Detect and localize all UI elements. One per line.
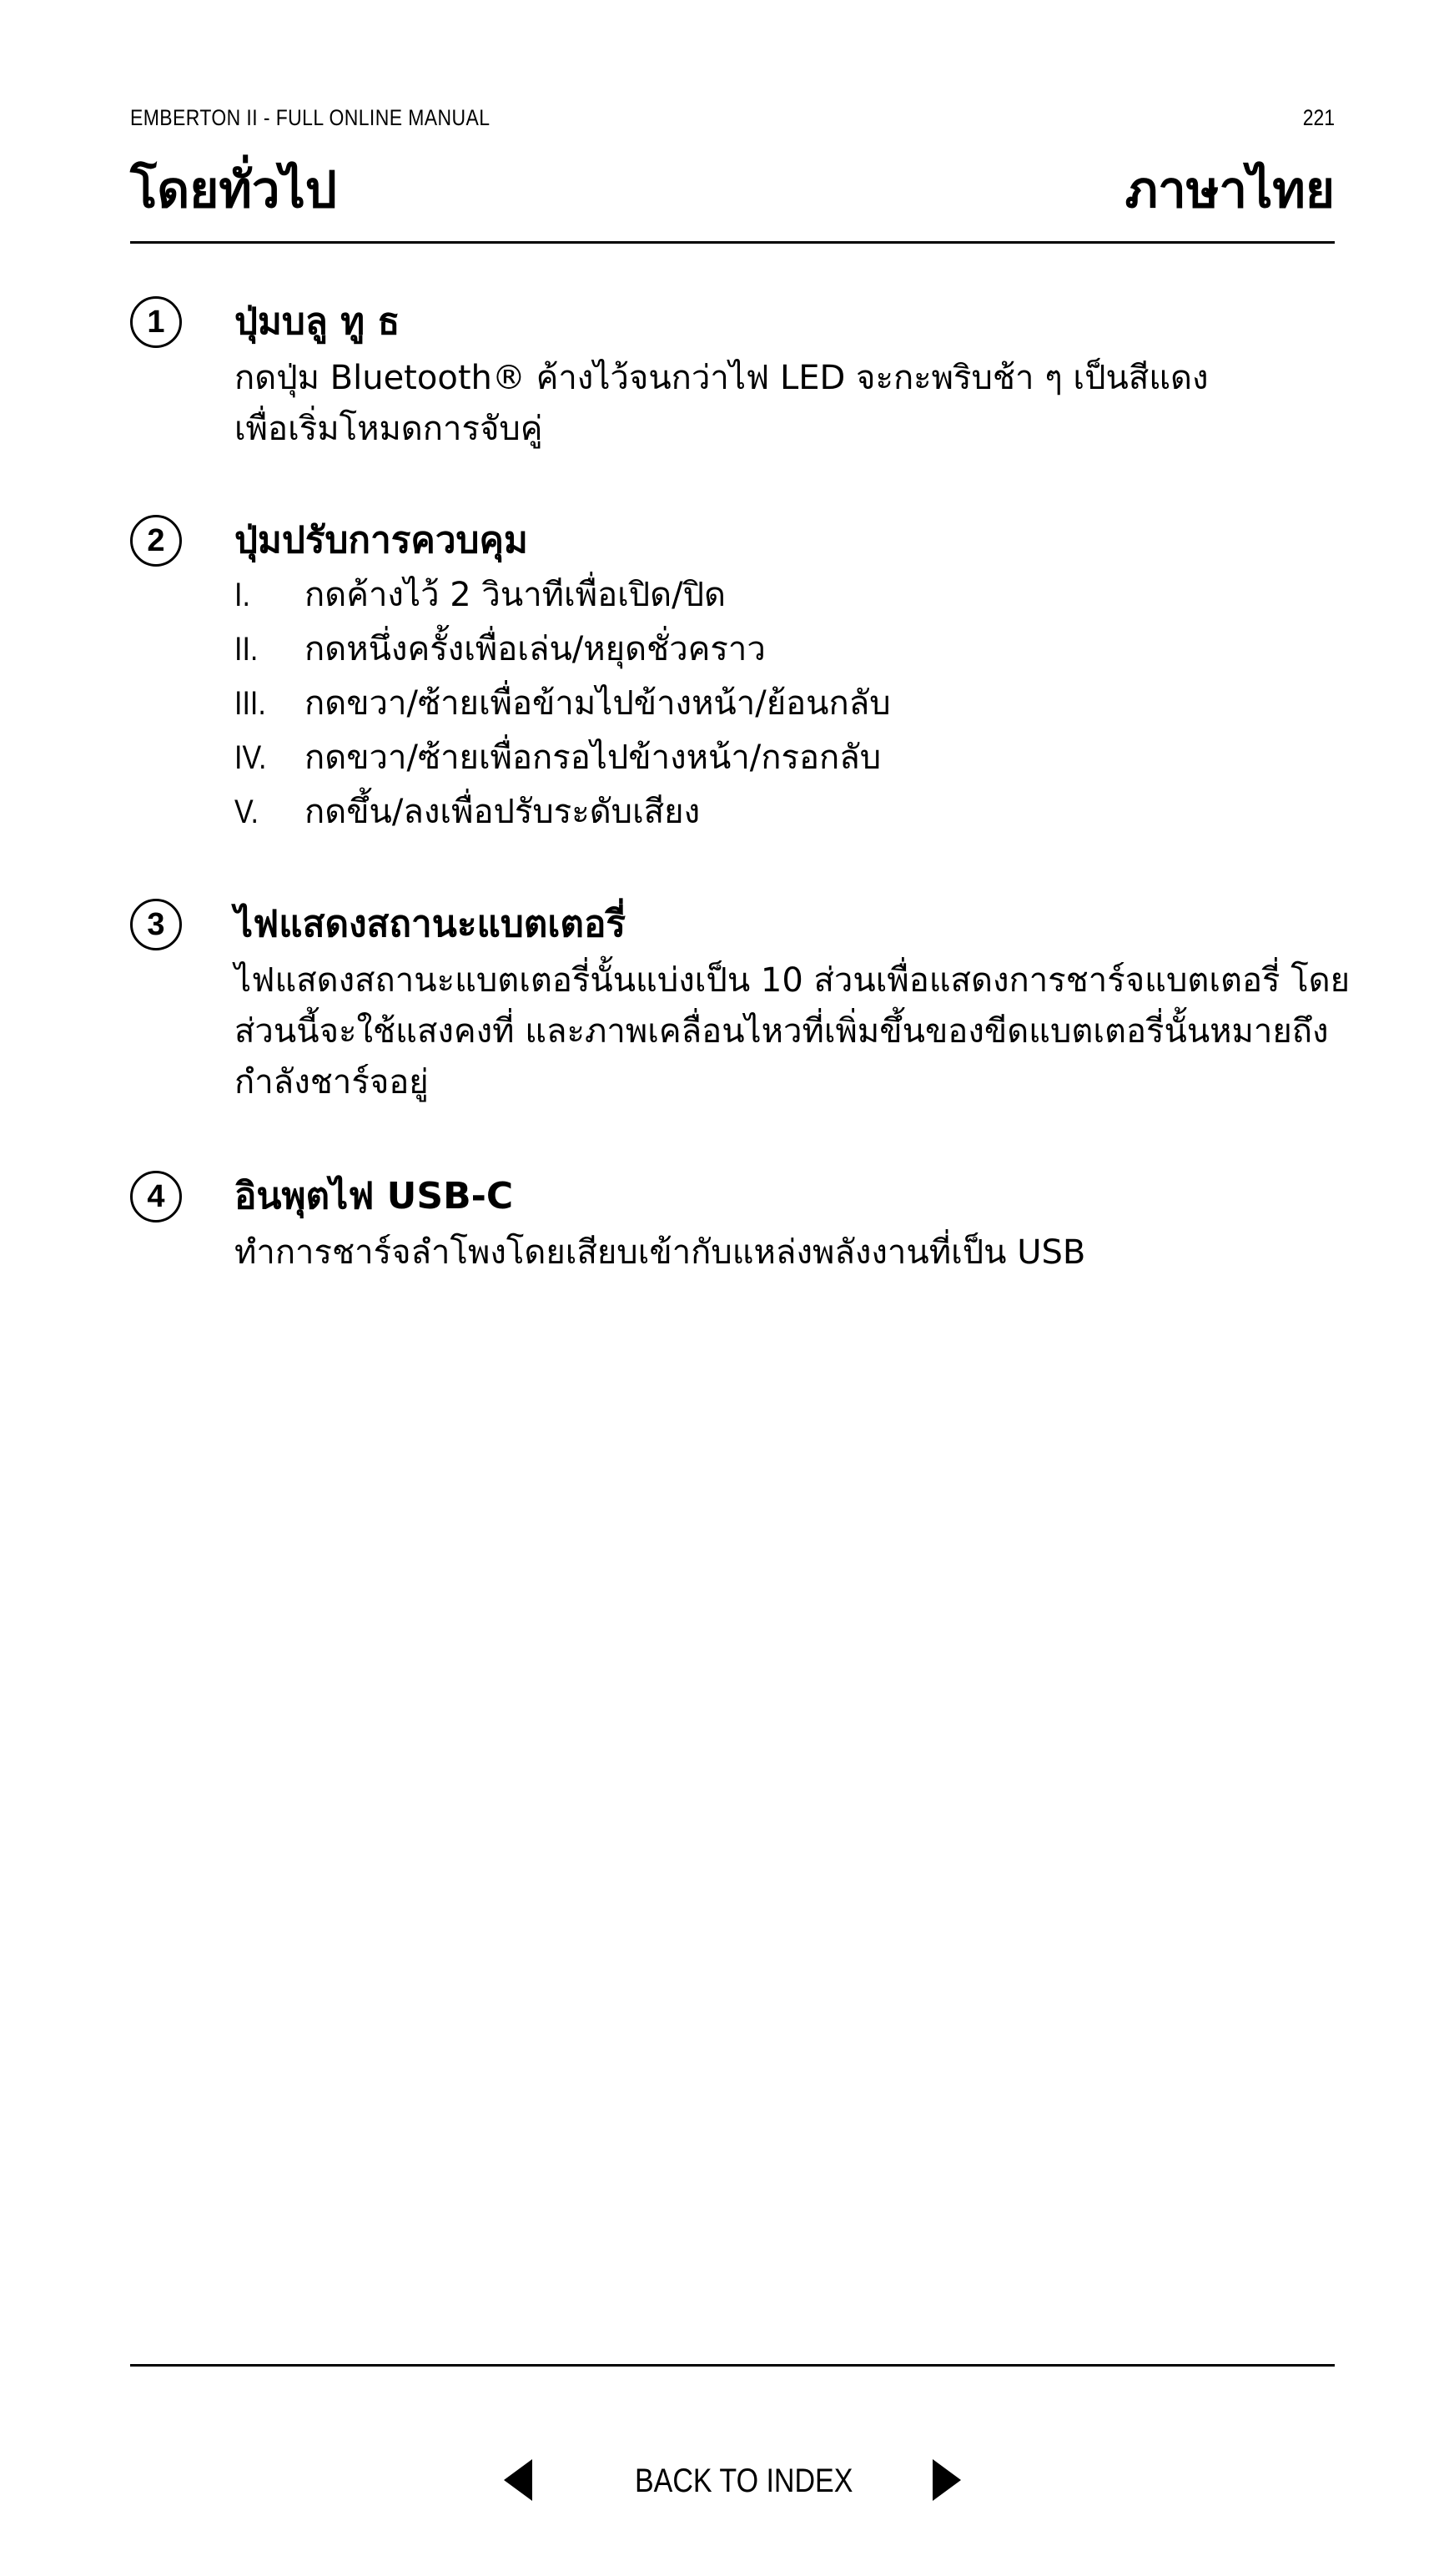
section-title: ปุ่มปรับการควบคุม [234,519,528,562]
page-number: 221 [1302,105,1335,130]
list-text: กดขึ้น/ลงเพื่อปรับระดับเสียง [304,793,701,831]
section-number-badge: 4 [130,1171,182,1222]
list-text: กดขวา/ซ้ายเพื่อกรอไปข้างหน้า/กรอกลับ [304,739,882,777]
section-title: ปุ่มบลู ทู ธ [234,300,400,343]
section-title: ไฟแสดงสถานะแบตเตอรี่ [234,903,626,945]
back-to-index-link[interactable]: BACK TO INDEX [635,2463,853,2499]
previous-page-icon[interactable] [504,2459,532,2501]
list-numeral: IV. [234,739,267,776]
section-description [234,353,1344,455]
list-item [234,785,1344,839]
description-line: ทำการชาร์จลำโพงโดยเสียบเข้ากับแหล่งพลังงานที่เป็น USB [234,1233,1086,1272]
list-numeral: II. [234,631,259,668]
section-body [234,899,1351,1108]
section-body [234,515,1344,839]
description-line: ส่วนนี้จะใช้แสงคงที่ และภาพเคลื่อนไหวที่เพิ่มขึ้นของขีดแบตเตอรี่นั้นหมายถึง [234,1012,1329,1051]
manual-title: EMBERTON II - FULL ONLINE MANUAL [130,105,491,130]
header-divider [130,241,1335,244]
list-item [234,677,1344,731]
footer-navigation [0,2457,1449,2507]
language-heading: ภาษาไทย [1124,161,1335,219]
list-text: กดค้างไว้ 2 วินาทีเพื่อเปิด/ปิด [304,576,726,614]
section-body [234,296,1344,455]
description-line: กดปุ่ม Bluetooth® ค้างไว้จนกว่าไฟ LED จะกะพริบช้า ๆ เป็นสีแดง [234,359,1209,397]
control-list [234,568,1344,839]
list-numeral: I. [234,577,250,613]
page-heading: โดยทั่วไป [130,161,337,219]
list-item [234,623,1344,677]
description-line: ไฟแสดงสถานะแบตเตอรี่นั้นแบ่งเป็น 10 ส่วนเพื่อแสดงการชาร์จแบตเตอรี่ โดย [234,961,1351,1000]
list-item [234,731,1344,785]
section-body [234,1171,1344,1278]
list-numeral: III. [234,685,266,722]
footer-divider [130,2364,1335,2367]
description-line: เพื่อเริ่มโหมดการจับคู่ [234,410,543,448]
next-page-icon[interactable] [933,2459,961,2501]
section-description [234,955,1351,1108]
section-description [234,1228,1344,1278]
section-title: อินพุตไฟ USB-C [234,1175,514,1217]
section-number-badge: 2 [130,515,182,567]
section-number-badge: 1 [130,296,182,348]
list-item [234,568,1344,623]
list-text: กดขวา/ซ้ายเพื่อข้ามไปข้างหน้า/ย้อนกลับ [304,684,891,723]
description-line: กำลังชาร์จอยู่ [234,1063,429,1101]
section-number-badge: 3 [130,899,182,950]
list-numeral: V. [234,794,259,830]
list-text: กดหนึ่งครั้งเพื่อเล่น/หยุดชั่วคราว [304,630,766,668]
